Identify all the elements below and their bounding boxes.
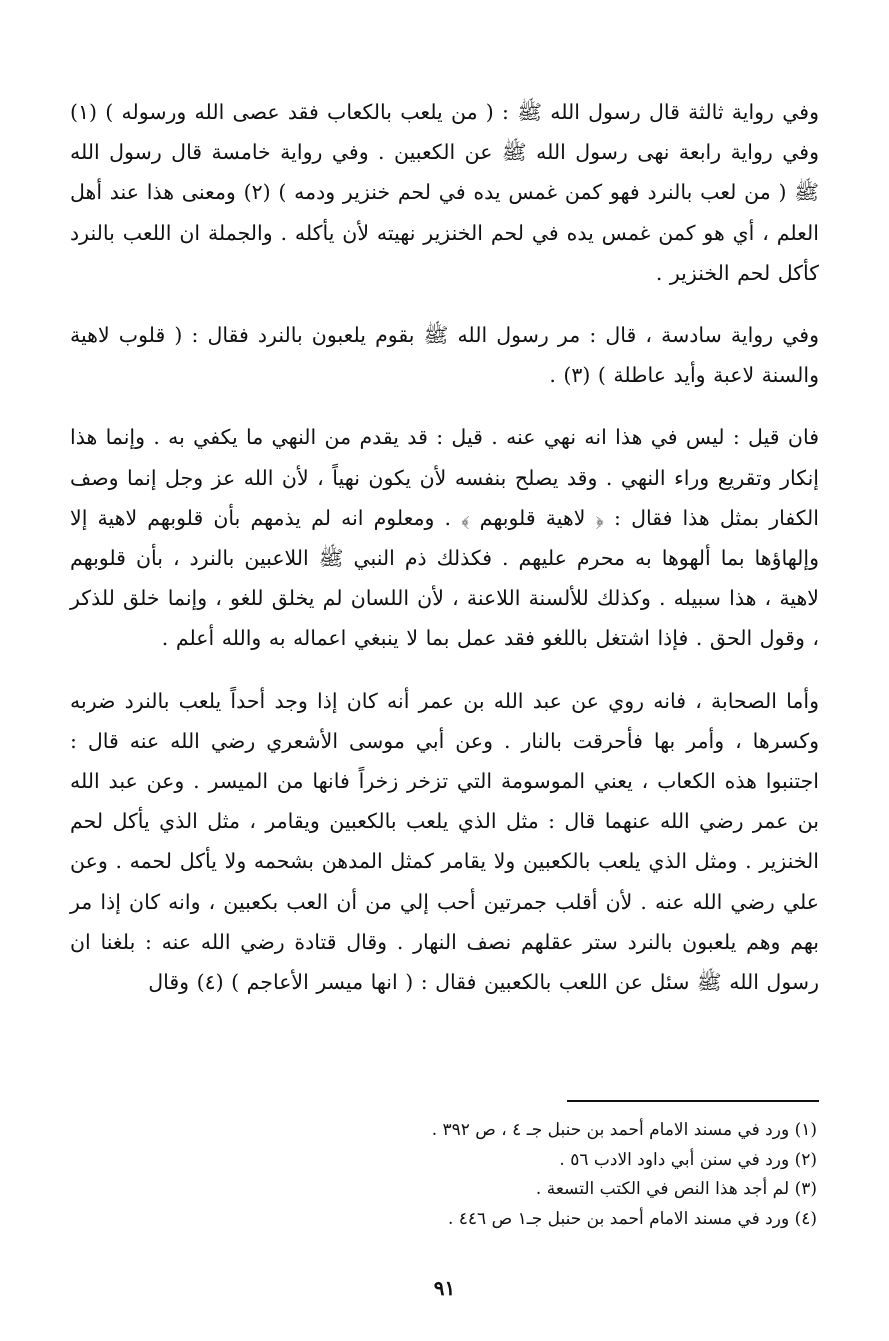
page-number: ٩١ <box>433 1276 456 1300</box>
footnote-3: (٣) لم أجد هذا النص في الكتب التسعة . <box>535 1179 817 1199</box>
footnote-2: (٢) ورد في سنن أبي داود الادب ٥٦ . <box>559 1149 817 1170</box>
main-text <box>70 92 819 1024</box>
footnotes <box>300 1116 817 1234</box>
paragraph-1: وفي رواية ثالثة قال رسول الله ﷺ : ( من يلعب بالكعاب فقد عصى الله ورسوله ) (١) وفي رواية رابعة نهى رسول الله ﷺ عن الكعبين . وفي رواية خامسة قال رسول الله ﷺ ( من لعب بالنرد فهو كمن غمس يده في لحم خنزير ودمه ) (٢) ومعنى هذا عند أهل العلم ، أي هو كمن غمس يده في لحم الخنزير نهيته لأن يأكله . والجملة ان اللعب بالنرد كأكل لحم الخنزير . <box>70 100 819 285</box>
paragraph-3: فان قيل : ليس في هذا انه نهي عنه . قيل : قد يقدم من النهي ما يكفي به . وإنما هذا إنكار وتقريع وراء النهي . وقد يصلح بنفسه لأن يكون نهياً ، لأن الله عز وجل إنما وصف الكفار بمثل هذا فقال : ﴿ لاهية قلوبهم ﴾ . ومعلوم انه لم يذمهم بأن قلوبهم لاهية إلا وإلهاؤها بما ألهوها به محرم عليهم . فكذلك ذم النبي ﷺ اللاعبين بالنرد ، بأن قلوبهم لاهية ، هذا سبيله . وكذلك للألسنة اللاعنة ، لأن اللسان لم يخلق للغو ، وإنما خلق للذكر ، وقول الحق . فإذا اشتغل باللغو فقد عمل بما لا ينبغي اعماله به والله أعلم . <box>70 425 820 651</box>
paragraph-2: وفي رواية سادسة ، قال : مر رسول الله ﷺ بقوم يلعبون بالنرد فقال : ( قلوب لاهية والسنة لاعبة وأيد عاطلة ) (٣) . <box>70 323 819 388</box>
paragraph-4: وأما الصحابة ، فانه روي عن عبد الله بن عمر أنه كان إذا وجد أحداً يلعب بالنرد ضربه وكسرها ، وأمر بها فأحرقت بالنار . وعن أبي موسى الأشعري رضي الله عنه قال : اجتنبوا هذه الكعاب ، يعني الموسومة التي تزخر زخراً فانها من الميسر . وعن عبد الله بن عمر رضي الله عنهما قال : مثل الذي يلعب بالكعبين ويقامر ، مثل الذي يأكل لحم الخنزير . ومثل الذي يلعب بالكعبين ولا يقامر كمثل المدهن بشحمه ولا يأكل لحمه . وعن علي رضي الله عنه . لأن أقلب جمرتين أحب إلي من أن العب بكعبين ، وانه كان إذا مر بهم وهم يلعبون بالنرد ستر عقلهم نصف النهار . وقال قتادة رضي الله عنه : بلغنا ان رسول الله ﷺ سئل عن اللعب بالكعبين فقال : ( انها ميسر الأعاجم ) (٤) وقال <box>70 688 819 995</box>
footnote-divider <box>567 1100 819 1102</box>
footnote-1: (١) ورد في مسند الامام أحمد بن حنبل جـ ٤ ، ص ٣٩٢ . <box>431 1120 817 1140</box>
footnote-4: (٤) ورد في مسند الامام أحمد بن حنبل جـ١ ص ٤٤٦ . <box>447 1208 817 1229</box>
